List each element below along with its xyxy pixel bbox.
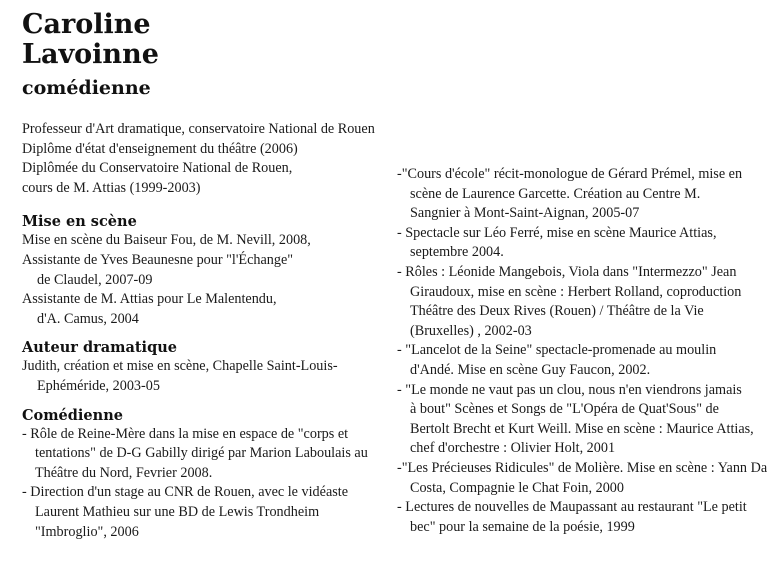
section-line: de Claudel, 2007-09 [37, 271, 153, 288]
credit-line: Bertolt Brecht et Kurt Weill. Mise en scène : Maurice Attias, [410, 420, 754, 437]
section-line: d'A. Camus, 2004 [37, 310, 139, 327]
section-auteur [22, 338, 387, 396]
section-line: Laurent Mathieu sur une BD de Lewis Trondheim [35, 503, 320, 520]
section-comedienne [22, 406, 387, 543]
right-column [397, 165, 769, 537]
credit-line: Giraudoux, mise en scène : Herbert Rolland, coproduction [410, 283, 742, 300]
section-line: - Direction d'un stage au CNR de Rouen, avec le vidéaste [22, 484, 349, 501]
credit-line: chef d'orchestre : Olivier Holt, 2001 [410, 440, 616, 457]
section-title: Mise en scène [22, 213, 137, 231]
credit-line: -"Les Précieuses Ridicules" de Molière. Mise en scène : Yann Da [397, 459, 768, 476]
credit-line: (Bruxelles) , 2002-03 [410, 322, 532, 339]
section-mise-en-scene [22, 212, 387, 329]
credit-line: Sangnier à Mont-Saint-Aignan, 2005-07 [410, 205, 640, 222]
intro-line: cours de M. Attias (1999-2003) [22, 179, 201, 196]
credit-line: scène de Laurence Garcette. Création au Centre M. [410, 185, 701, 202]
last-name: Lavoinne [22, 39, 159, 70]
left-column [22, 120, 387, 542]
section-line: Judith, création et mise en scène, Chapelle Saint-Louis- [22, 358, 338, 375]
credit-line: - "Le monde ne vaut pas un clou, nous n'en viendrons jamais [397, 381, 742, 398]
section-line: Théâtre du Nord, Fevrier 2008. [35, 464, 213, 481]
credit-line: - "Lancelot de la Seine" spectacle-promenade au moulin [397, 342, 717, 359]
credit-line: à bout" Scènes et Songs de "L'Opéra de Quat'Sous" de [410, 401, 719, 418]
intro-line: Diplôme d'état d'enseignement du théâtre (2006) [22, 140, 298, 157]
section-line: tentations" de D-G Gabilly dirigé par Marion Laboulais au [35, 445, 368, 462]
section-line: Assistante de M. Attias pour Le Malentendu, [22, 291, 277, 308]
section-line: - Rôle de Reine-Mère dans la mise en espace de "corps et [22, 425, 349, 442]
credit-line: -"Cours d'école" récit-monologue de Gérard Prémel, mise en [397, 166, 743, 182]
section-title: Comédienne [22, 406, 123, 424]
intro-line: Diplômée du Conservatoire National de Rouen, [22, 160, 293, 177]
profession-heading: comédienne [22, 77, 151, 99]
credit-line: septembre 2004. [410, 244, 504, 261]
section-title: Auteur dramatique [22, 339, 177, 357]
intro-block [22, 120, 387, 198]
section-line: Mise en scène du Baiseur Fou, de M. Nevill, 2008, [22, 232, 311, 249]
section-line: Ephéméride, 2003-05 [37, 377, 160, 394]
credit-line: - Spectacle sur Léo Ferré, mise en scène Maurice Attias, [397, 224, 717, 241]
credit-line: - Rôles : Léonide Mangebois, Viola dans "Intermezzo" Jean [397, 263, 737, 280]
credit-line: - Lectures de nouvelles de Maupassant au restaurant "Le petit [397, 499, 747, 516]
section-line: Assistante de Yves Beaunesne pour "l'Échange" [22, 251, 294, 268]
credit-line: Théâtre des Deux Rives (Rouen) / Théâtre de la Vie [410, 303, 704, 320]
first-name: Caroline [22, 9, 151, 40]
section-line: "Imbroglio", 2006 [35, 523, 139, 540]
credit-line: Costa, Compagnie le Chat Foin, 2000 [410, 479, 624, 496]
name-heading [22, 10, 159, 70]
intro-line: Professeur d'Art dramatique, conservatoire National de Rouen [22, 121, 375, 137]
credit-line: bec" pour la semaine de la poésie, 1999 [410, 518, 635, 535]
credit-line: d'Andé. Mise en scène Guy Faucon, 2002. [410, 361, 651, 378]
